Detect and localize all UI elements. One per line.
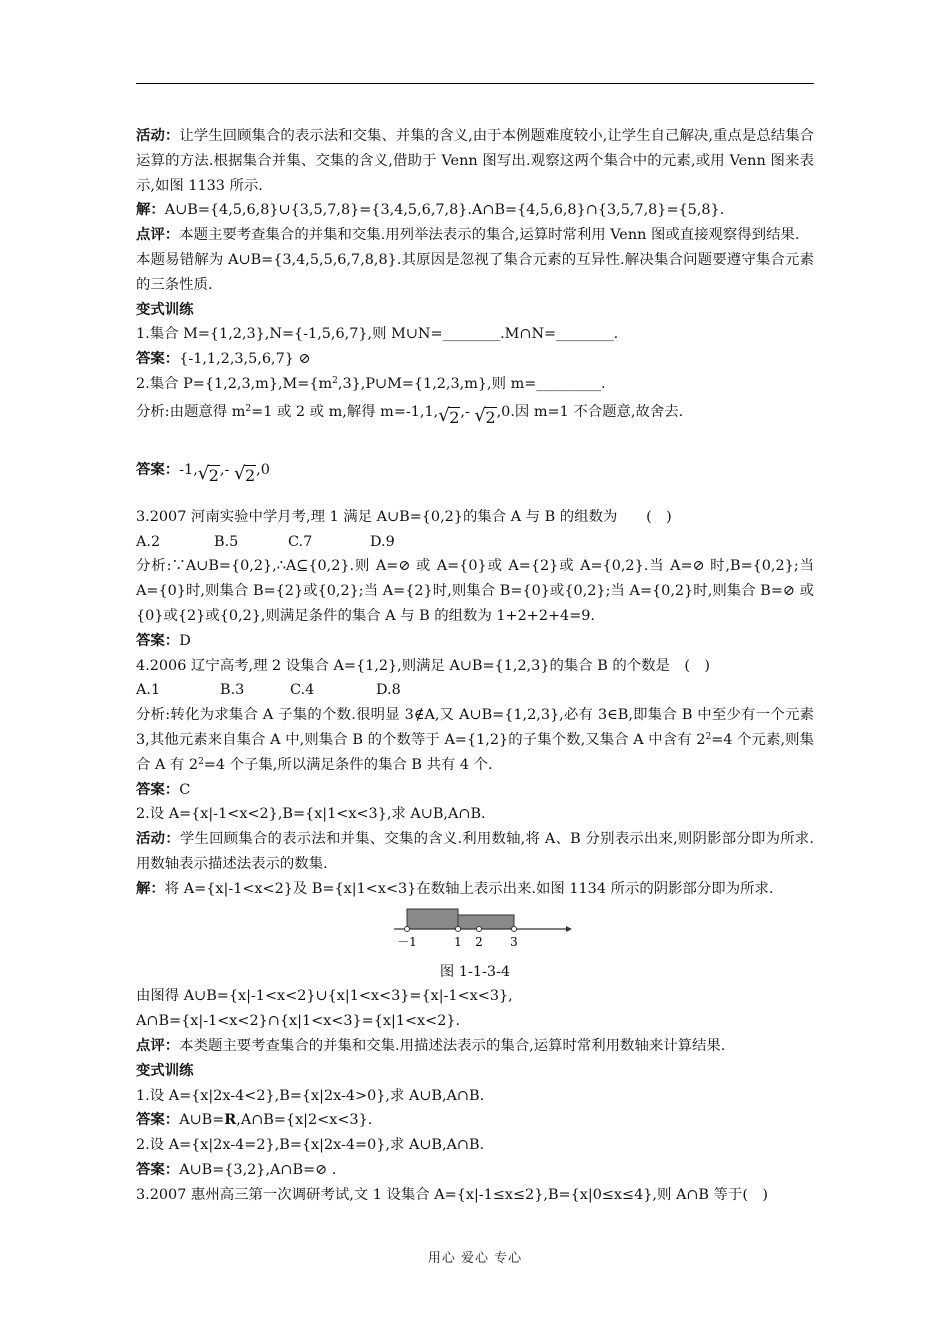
text: A∪B={3,2},A∩B=⊘ .: [179, 1161, 337, 1178]
activity-paragraph-2: [136, 827, 814, 877]
document-body: [136, 124, 814, 1207]
choice-a: A.1: [136, 682, 161, 699]
text: ,-: [219, 461, 234, 478]
exercise-4: 4.2006 辽宁高考,理 2 设集合 A={1,2},则满足 A∪B={1,2,3}的集合 B 的个数是 ( ): [136, 657, 710, 674]
text: ,0: [256, 461, 270, 478]
superscript: 2: [245, 403, 252, 414]
label-comment: 点评：: [136, 226, 180, 244]
tick-label-2: 2: [475, 934, 483, 949]
text: =4 个子集,所以满足条件的集合 B 共有 4 个.: [203, 756, 493, 773]
exercise-6: 2.设 A={x|2x-4=2},B={x|2x-4=0},求 A∪B,A∩B.: [136, 1137, 485, 1154]
page-footer: 用心 爱心 专心: [427, 1251, 523, 1266]
comment-paragraph: [136, 223, 814, 248]
text: ,A∩B={x|2<x<3}.: [236, 1112, 373, 1129]
label-comment: 点评：: [136, 1036, 180, 1054]
text: 本类题主要考查集合的并集和交集.用描述法表示的集合,运算时常利用数轴来计算结果.: [179, 1037, 726, 1054]
text: ,0.因 m=1 不合题意,故舍去.: [496, 403, 684, 420]
comment-paragraph-2: [136, 1034, 814, 1059]
answer-4: [136, 778, 814, 803]
choice-a: A.2: [136, 533, 161, 550]
label-answer: 答案：: [136, 460, 180, 478]
exercise-5: 1.设 A={x|2x-4<2},B={x|2x-4>0},求 A∪B,A∩B.: [136, 1087, 485, 1104]
radicand: 2: [485, 407, 496, 427]
text: ,-: [460, 403, 475, 420]
choice-d: D.8: [376, 682, 401, 699]
choice-b: B.3: [220, 682, 245, 699]
open-point-neg1: [405, 926, 410, 931]
text: 学生回顾集合的表示法和并集、交集的含义.利用数轴,将 A、B 分别表示出来,则阴影部分即为所求.用数轴表示描述法表示的数集.: [136, 831, 814, 872]
text: {-1,1,2,3,5,6,7} ⊘: [179, 351, 311, 368]
analysis-2: [136, 397, 814, 433]
text: 让学生回顾集合的表示法和交集、并集的含义,由于本例题难度较小,让学生自己解决,重点是总结集合运算的方法.根据集合并集、交集的含义,借助于 Venn 图写出.观察这两个集合中的元素,或用 Venn 图来表示,如图 1133 所示.: [136, 128, 814, 194]
open-point-3: [512, 926, 517, 931]
choices-4: [136, 678, 814, 703]
solution-paragraph: [136, 198, 814, 223]
label-activity: 活动：: [136, 127, 180, 144]
sqrt-expression: √ 2: [233, 462, 256, 485]
text: -1,: [179, 461, 198, 478]
superscript: 2: [332, 375, 338, 386]
superscript: 2: [198, 756, 204, 767]
choice-b: B.5: [214, 533, 239, 550]
activity-paragraph: [136, 124, 814, 198]
text: =4 个元素,则集合 A 有 2: [136, 731, 814, 773]
choices-3: [136, 530, 814, 555]
exercise-1: 1.集合 M={1,2,3},N={-1,5,6,7},则 M∪N=________.M∩N=________.: [136, 326, 619, 343]
exercise-3: 3.2007 河南实验中学月考,理 1 满足 A∪B={0,2}的集合 A 与 B 的组数为 ( ): [136, 508, 672, 525]
answer-2: [136, 455, 814, 491]
answer-6: [136, 1158, 814, 1183]
label-answer: 答案：: [136, 780, 180, 798]
text: 分析:由题意得 m: [136, 403, 246, 420]
text: 本题主要考查集合的并集和交集.用列举法表示的集合,运算时常利用 Venn 图或直接观察得到结果.: [179, 227, 800, 244]
tick-label-neg1: －1: [397, 934, 417, 949]
axis-arrow: [566, 926, 572, 932]
sqrt-expression: √ 2: [474, 404, 496, 427]
text: D: [179, 632, 191, 649]
analysis-4: [136, 703, 814, 777]
answer-3: [136, 629, 814, 654]
header-rule: [136, 83, 814, 84]
text: C: [179, 781, 191, 798]
label-activity: 活动：: [136, 830, 180, 848]
tick-label-1: 1: [454, 934, 462, 949]
choice-c: C.4: [290, 682, 315, 699]
label-solution: 解：: [136, 879, 165, 897]
choice-c: C.7: [288, 533, 313, 550]
number-line-figure: [136, 906, 814, 958]
solution-paragraph-2: [136, 877, 814, 902]
text: A∪B=: [179, 1112, 225, 1129]
sqrt-expression: √ 2: [197, 462, 219, 485]
label-answer: 答案：: [136, 1111, 180, 1129]
sqrt-expression: √ 2: [438, 404, 460, 427]
real-numbers-symbol: R: [224, 1111, 237, 1129]
figure-caption: 图 1-1-3-4: [439, 963, 511, 980]
exercise-2: [136, 372, 814, 397]
tick-label-3: 3: [510, 934, 518, 949]
choice-d: D.9: [370, 533, 395, 550]
label-answer: 答案：: [136, 350, 180, 368]
example-2: 2.设 A={x|-1<x<2},B={x|1<x<3},求 A∪B,A∩B.: [136, 806, 486, 823]
label-answer: 答案：: [136, 631, 180, 649]
section-heading-2: 变式训练: [136, 1061, 194, 1079]
label-answer: 答案：: [136, 1160, 180, 1178]
exercise-7: 3.2007 惠州高三第一次调研考试,文 1 设集合 A={x|-1≤x≤2},B={x|0≤x≤4},则 A∩B 等于( ): [136, 1186, 768, 1203]
result-intersection: A∩B={x|-1<x<2}∩{x|1<x<3}={x|1<x<2}.: [136, 1013, 461, 1030]
open-point-2: [477, 926, 482, 931]
answer-1: [136, 347, 814, 372]
note-paragraph: 本题易错解为 A∪B={3,4,5,5,6,7,8,8}.其原因是忽视了集合元素的互异性.解决集合问题要遵守集合元素的三条性质.: [136, 251, 814, 293]
set-a-left: [407, 909, 458, 929]
superscript: 2: [705, 731, 712, 742]
text: 分析:转化为求集合 A 子集的个数.很明显 3∉A,又 A∪B={1,2,3},必有 3∈B,即集合 B 中至少有一个元素 3,其他元素来自集合 A 中,则集合 B 的个数等于 A={1,2}的子集个数,又集合 A 中含有 2: [136, 707, 814, 748]
answer-5: [136, 1108, 814, 1133]
section-heading: 变式训练: [136, 300, 194, 318]
text: 将 A={x|-1<x<2}及 B={x|1<x<3}在数轴上表示出来.如图 1134 所示的阴影部分即为所求.: [164, 880, 774, 897]
text: ,3},P∪M={1,2,3,m},则 m=_________.: [337, 375, 606, 392]
analysis-3: 分析:∵A∪B={0,2},∴A⊆{0,2}.则 A=⊘ 或 A={0}或 A={2}或 A={0,2}.当 A=⊘ 时,B={0,2};当 A={0}时,则集合 B={2}或{0,2};当 A={2}时,则集合 B={0}或{0,2};当 A={0,2}时,则集合 B=⊘ 或{0}或{2}或{0,2},则满足条件的集合 A 与 B 的组数为 1+2+2+4=9.: [136, 558, 814, 624]
result-union: 由图得 A∪B={x|-1<x<2}∪{x|1<x<3}={x|-1<x<3},: [136, 988, 513, 1005]
label-solution: 解：: [136, 201, 165, 219]
radicand: 2: [449, 407, 460, 427]
set-b-bar: [458, 915, 514, 929]
radicand: 2: [208, 465, 219, 485]
text: 2.集合 P={1,2,3,m},M={m: [136, 375, 333, 392]
text: =1 或 2 或 m,解得 m=-1,1,: [251, 403, 439, 420]
radicand: 2: [244, 465, 256, 485]
open-point-1: [456, 926, 461, 931]
text: A∪B={4,5,6,8}∪{3,5,7,8}={3,4,5,6,7,8}.A∩B={4,5,6,8}∩{3,5,7,8}={5,8}.: [164, 202, 725, 219]
number-line-diagram: [136, 906, 814, 958]
